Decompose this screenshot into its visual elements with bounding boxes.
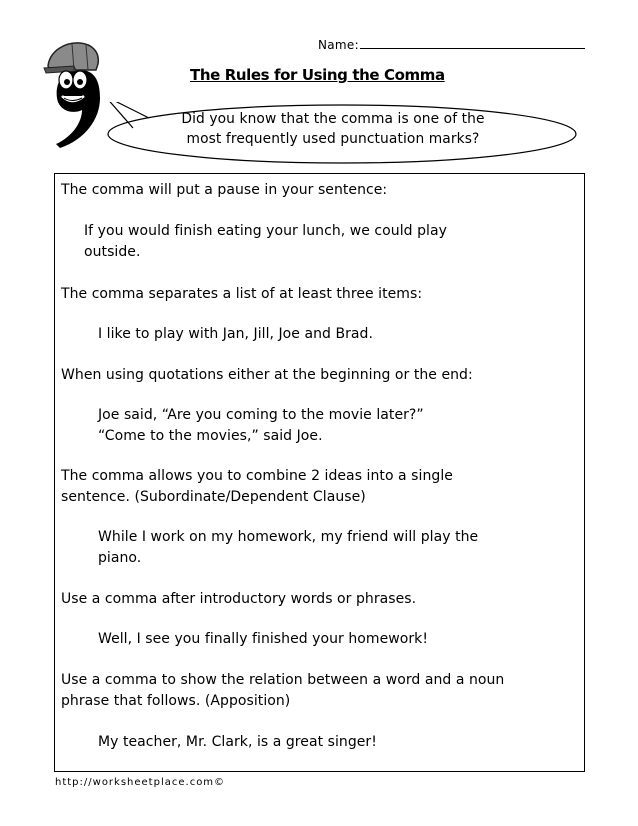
footer-url: http://worksheetplace.com©: [55, 777, 226, 788]
rule-6-text: [61, 670, 504, 712]
rule-1-text: The comma will put a pause in your sentence:: [61, 182, 388, 198]
rule-3-text: When using quotations either at the beginning or the end:: [61, 367, 473, 383]
rule-line: sentence. (Subordinate/Dependent Clause): [61, 489, 366, 505]
bubble-line: Did you know that the comma is one of the: [181, 111, 485, 127]
bubble-line: most frequently used punctuation marks?: [186, 131, 480, 147]
page-title: The Rules for Using the Comma: [190, 66, 445, 84]
rule-1-example: [84, 221, 447, 263]
example-line: I like to play with Jan, Jill, Joe and Brad.: [98, 326, 373, 342]
example-line: While I work on my homework, my friend will play the: [98, 529, 479, 545]
example-line: Well, I see you finally finished your homework!: [98, 631, 428, 647]
example-line: My teacher, Mr. Clark, is a great singer!: [98, 734, 377, 750]
example-line: “Come to the movies,” said Joe.: [98, 428, 323, 444]
rule-3-example: [98, 405, 424, 447]
rule-4-example: [98, 527, 478, 569]
rule-5-text: Use a comma after introductory words or phrases.: [61, 591, 417, 607]
rule-line: The comma allows you to combine 2 ideas into a single: [61, 468, 453, 484]
rule-line: phrase that follows. (Apposition): [61, 693, 291, 709]
name-field[interactable]: [318, 37, 585, 52]
rule-4-text: [61, 466, 453, 508]
name-blank-line[interactable]: [360, 37, 585, 49]
rule-2-example: [98, 324, 373, 345]
example-line: outside.: [84, 244, 141, 260]
example-line: piano.: [98, 550, 142, 566]
example-line: If you would finish eating your lunch, we could play: [84, 223, 447, 239]
rule-6-example: [98, 732, 377, 753]
example-line: Joe said, “Are you coming to the movie later?”: [98, 407, 424, 423]
rule-2-text: The comma separates a list of at least three items:: [61, 286, 423, 302]
bubble-text: [118, 109, 548, 149]
rule-line: Use a comma to show the relation between a word and a noun: [61, 672, 505, 688]
rule-5-example: [98, 629, 428, 650]
name-label: Name:: [318, 38, 359, 52]
